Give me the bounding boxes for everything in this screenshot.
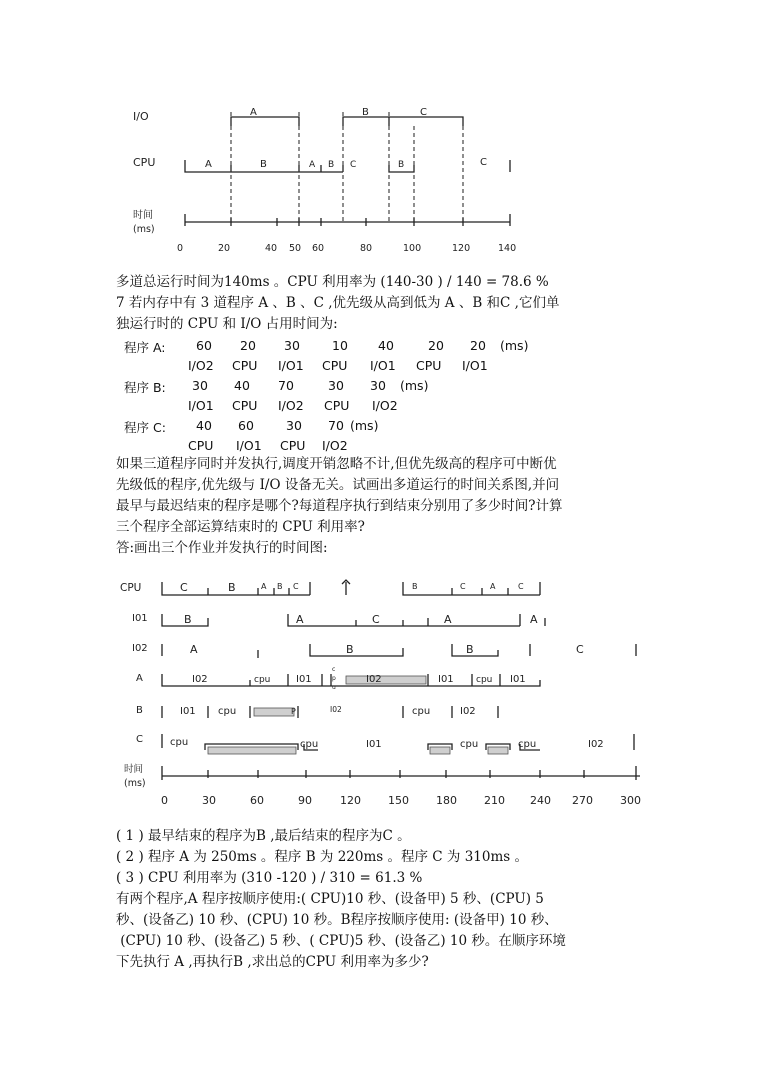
tick-label: 90 bbox=[298, 794, 312, 807]
text-line: 下先执行 A ,再执行B ,求出总的CPU 利用率为多少? bbox=[116, 954, 429, 970]
c-gray-block bbox=[430, 747, 450, 754]
cpu-label: A bbox=[490, 582, 496, 591]
value: 30 bbox=[286, 418, 302, 433]
text-line: 7 若内存中有 3 道程序 A 、B 、C ,优先级从高到低为 A 、B 和C ,它们单 bbox=[116, 295, 560, 311]
text-line: 多道总运行时间为140ms 。CPU 利用率为 (140-30 ) / 140 = 78.6 % bbox=[116, 274, 549, 290]
tick-label: 100 bbox=[403, 243, 422, 254]
value: 30 bbox=[284, 338, 300, 353]
row-label-time: 时间 bbox=[124, 764, 144, 775]
tick-label: 60 bbox=[250, 794, 264, 807]
device: I/O1 bbox=[462, 358, 488, 373]
io2-label: B bbox=[346, 643, 354, 656]
time-axis bbox=[162, 766, 640, 780]
timing-diagram-1 bbox=[0, 0, 759, 265]
tick-label: 270 bbox=[572, 794, 593, 807]
row-label-time: 时间 bbox=[133, 210, 153, 221]
a-label: cpu bbox=[476, 675, 493, 685]
tick-label: 120 bbox=[452, 243, 471, 254]
c-label: I01 bbox=[366, 739, 382, 750]
a-label: p bbox=[332, 675, 336, 682]
io-label: C bbox=[420, 107, 427, 118]
c-label: cpu bbox=[460, 739, 479, 750]
row-label-c: C bbox=[136, 734, 143, 745]
value: 40 bbox=[378, 338, 394, 353]
b-label: cpu bbox=[218, 706, 237, 717]
text-line: 秒、(设备乙) 10 秒、(CPU) 10 秒。B程序按顺序使用: (设备甲) 10 秒、 bbox=[116, 912, 558, 928]
row-label-io: I/O bbox=[133, 110, 149, 123]
cpu-label: A bbox=[261, 582, 267, 591]
device: CPU bbox=[324, 398, 350, 413]
value: (ms) bbox=[400, 378, 429, 393]
device: CPU bbox=[232, 398, 258, 413]
a-label: cpu bbox=[254, 675, 271, 685]
tick-label: 210 bbox=[484, 794, 505, 807]
value: 20 bbox=[470, 338, 486, 353]
io2-label: A bbox=[190, 643, 198, 656]
tick-label: 50 bbox=[289, 243, 302, 254]
value: 10 bbox=[332, 338, 348, 353]
text-line: 先级低的程序,优先级与 I/O 设备无关。试画出多道运行的时间关系图,并问 bbox=[116, 477, 560, 493]
program-name: 程序 B: bbox=[124, 380, 166, 395]
tick-label: 300 bbox=[620, 794, 641, 807]
b-label: P bbox=[291, 707, 296, 716]
row-label-io1: I01 bbox=[132, 613, 148, 624]
io2-label: C bbox=[576, 643, 584, 656]
cpu-label: A bbox=[205, 159, 212, 170]
tick-label: 20 bbox=[218, 243, 231, 254]
device: I/O1 bbox=[188, 398, 214, 413]
cpu-label: B bbox=[412, 582, 418, 591]
io2-bars bbox=[162, 644, 636, 658]
row-label-b: B bbox=[136, 705, 143, 716]
tick-label: 80 bbox=[360, 243, 373, 254]
cpu-label: B bbox=[228, 581, 236, 594]
a-label: u bbox=[332, 684, 336, 691]
a-label: I02 bbox=[366, 674, 382, 685]
device: CPU bbox=[322, 358, 348, 373]
io1-bars bbox=[162, 614, 545, 626]
timing-diagram-2 bbox=[0, 570, 759, 830]
device: I/O1 bbox=[278, 358, 304, 373]
device: CPU bbox=[280, 438, 306, 453]
row-label-ms: (ms) bbox=[124, 778, 146, 789]
device: CPU bbox=[232, 358, 258, 373]
row-label-a: A bbox=[136, 673, 143, 684]
program-name: 程序 C: bbox=[124, 420, 166, 435]
value: 20 bbox=[240, 338, 256, 353]
c-label: cpu bbox=[300, 739, 319, 750]
b-gray-block bbox=[254, 708, 294, 716]
cpu-label: C bbox=[293, 582, 299, 591]
io1-label: A bbox=[296, 613, 304, 626]
b-label: I02 bbox=[460, 706, 476, 717]
value: 30 bbox=[328, 378, 344, 393]
text-line: 三个程序全部运算结束时的 CPU 利用率? bbox=[116, 519, 365, 535]
io-label: B bbox=[362, 107, 369, 118]
text-line: ( 2 ) 程序 A 为 250ms 。程序 B 为 220ms 。程序 C 为 310ms 。 bbox=[116, 849, 528, 865]
c-label: cpu bbox=[170, 737, 189, 748]
time-axis bbox=[185, 214, 510, 226]
device: CPU bbox=[416, 358, 442, 373]
text-line: 如果三道程序同时并发执行,调度开销忽略不计,但优先级高的程序可中断优 bbox=[116, 456, 557, 472]
io1-label: A bbox=[444, 613, 452, 626]
text-line: (CPU) 10 秒、(设备乙) 5 秒、( CPU)5 秒、(设备乙) 10 秒。在顺序环境 bbox=[116, 933, 566, 949]
io-label: A bbox=[250, 107, 257, 118]
value: 70 bbox=[278, 378, 294, 393]
cpu-label: C bbox=[180, 581, 188, 594]
c-label: I02 bbox=[588, 739, 604, 750]
device: I/O2 bbox=[278, 398, 304, 413]
value: (ms) bbox=[500, 338, 529, 353]
value: (ms) bbox=[350, 418, 379, 433]
text-line: 最早与最迟结束的程序是哪个?每道程序执行到结束分别用了多少时间?计算 bbox=[116, 498, 563, 514]
a-label: I01 bbox=[296, 674, 312, 685]
tick-label: 30 bbox=[202, 794, 216, 807]
row-label-cpu: CPU bbox=[120, 582, 142, 594]
cpu-label: C bbox=[460, 582, 466, 591]
tick-label: 40 bbox=[265, 243, 278, 254]
tick-label: 120 bbox=[340, 794, 361, 807]
cpu-label: C bbox=[518, 582, 524, 591]
a-label: c bbox=[332, 666, 336, 673]
io-bars bbox=[231, 117, 463, 126]
text-line: 答:画出三个作业并发执行的时间图: bbox=[116, 540, 328, 556]
tick-label: 140 bbox=[498, 243, 517, 254]
tick-label: 150 bbox=[388, 794, 409, 807]
cpu-bars bbox=[185, 160, 510, 172]
cpu-bars bbox=[162, 580, 540, 595]
cpu-label: B bbox=[328, 160, 335, 170]
tick-label: 240 bbox=[530, 794, 551, 807]
device: I/O2 bbox=[372, 398, 398, 413]
io2-label: B bbox=[466, 643, 474, 656]
tick-label: 0 bbox=[177, 243, 184, 254]
io1-label: B bbox=[184, 613, 192, 626]
program-name: 程序 A: bbox=[124, 340, 166, 355]
b-label: cpu bbox=[412, 706, 431, 717]
b-label: I01 bbox=[180, 706, 196, 717]
text-line: 有两个程序,A 程序按顺序使用:( CPU)10 秒、(设备甲) 5 秒、(CPU) 5 bbox=[116, 891, 544, 907]
value: 70 bbox=[328, 418, 344, 433]
cpu-label: B bbox=[260, 159, 267, 170]
text-line: 独运行时的 CPU 和 I/O 占用时间为: bbox=[116, 316, 338, 332]
c-gray-block bbox=[208, 747, 296, 754]
device: I/O1 bbox=[370, 358, 396, 373]
row-label-ms: (ms) bbox=[133, 224, 155, 235]
value: 30 bbox=[370, 378, 386, 393]
c-label: cpu bbox=[518, 739, 537, 750]
text-line: ( 1 ) 最早结束的程序为B ,最后结束的程序为C 。 bbox=[116, 828, 411, 844]
row-label-cpu: CPU bbox=[133, 156, 156, 169]
value: 60 bbox=[196, 338, 212, 353]
cpu-label: C bbox=[480, 157, 487, 168]
cpu-label: C bbox=[350, 160, 357, 170]
value: 40 bbox=[234, 378, 250, 393]
device: I/O1 bbox=[236, 438, 262, 453]
value: 60 bbox=[238, 418, 254, 433]
text-line: ( 3 ) CPU 利用率为 (310 -120 ) / 310 = 61.3 % bbox=[116, 870, 423, 886]
io1-label: C bbox=[372, 613, 380, 626]
tick-label: 180 bbox=[436, 794, 457, 807]
a-gray-block bbox=[346, 676, 426, 684]
io1-label: A bbox=[530, 613, 538, 626]
value: 30 bbox=[192, 378, 208, 393]
a-label: I01 bbox=[510, 674, 526, 685]
tick-label: 60 bbox=[312, 243, 325, 254]
value: 20 bbox=[428, 338, 444, 353]
tick-label: 0 bbox=[161, 794, 168, 807]
cpu-label: B bbox=[398, 160, 405, 170]
row-label-io2: I02 bbox=[132, 643, 148, 654]
device: I/O2 bbox=[188, 358, 214, 373]
device: CPU bbox=[188, 438, 214, 453]
value: 40 bbox=[196, 418, 212, 433]
c-gray-block bbox=[488, 747, 508, 754]
b-label: I02 bbox=[330, 705, 342, 714]
a-label: I02 bbox=[192, 674, 208, 685]
device: I/O2 bbox=[322, 438, 348, 453]
cpu-label: A bbox=[309, 160, 316, 170]
cpu-label: B bbox=[277, 582, 283, 591]
a-label: I01 bbox=[438, 674, 454, 685]
